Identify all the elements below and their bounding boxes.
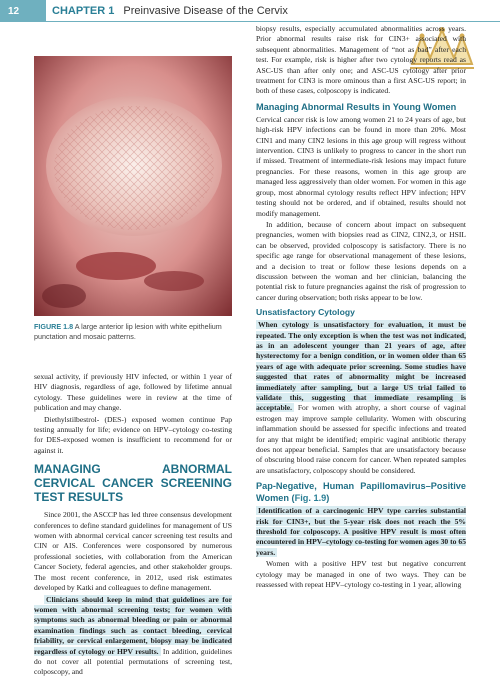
key-point-highlight: Clinicians should keep in mind that guidelines are for women with abnormal screening tests; for women with symptoms such as abnormal bleeding or pain or abnormal examination findings such as contact bleeding, cervical friability, or cervical enlargement, biopsy may be indicated regardless of cytology or HPV results. [34, 594, 232, 656]
page-header [0, 0, 500, 22]
paragraph-continuation: For women with atrophy, a short course of vaginal estrogen may improve sample cellularity. Women with obscuring inflammation should be assessed for specific infections and treated for any that might be identified; empiric vaginal antibiotic therapy does not appear beneficial. Samples that are unsatisfactory because of obscuring blood raise concern for cancer. When repeated samples are unsatisfactory, colposcopy should be considered. [256, 403, 466, 475]
paragraph [256, 320, 466, 476]
section-heading: MANAGING ABNORMAL CERVICAL CANCER SCREENING TEST RESULTS [34, 462, 232, 505]
key-point-highlight: When cytology is unsatisfactory for evaluation, it must be repeated. The only exception is when the test was not indicated, as in an adolescent younger than 21 years of age, after hysterectomy for a benign condition, or in women older than 65 years of age with adequate prior screening. Some studies have suggested that rates of abnormality might be increased immediately after sampling, but a large US trial failed to validate this, suggesting that immediate resampling is acceptable. [256, 320, 466, 413]
paragraph: Cervical cancer risk is low among women 21 to 24 years of age, but high-risk HPV infections can be found in more than 20%. Most CIN1 and many CIN2 lesions in this age group will regress without intervention. CIN3 is unlikely to progress to cancer in the short run if missed. Treatment of intermediate-risk lesions may impact future pregnancies. For these reasons, women in this age group are managed less aggressively than older women. For women in this age group, most abnormal cytology results reflect HPV infection; HPV testing should not be ordered, and if obtained, results should not modify management. [256, 114, 466, 218]
figure-link[interactable]: Fig. 1.9 [294, 493, 327, 504]
paragraph [256, 506, 466, 558]
right-column [256, 24, 466, 592]
cervix-lesion-image [34, 56, 232, 316]
paragraph-continuation: In addition, guidelines do not cover all potential permutations of screening test, colposcopy, and [34, 646, 232, 677]
heading-text: ) [326, 493, 330, 504]
paragraph: sexual activity, if previously HIV infected, or within 1 year of HIV diagnosis, regardless of age, followed by lifetime annual cytology. These guidelines were in review at the time of publication and may change. [34, 372, 232, 413]
figure-caption [34, 322, 232, 341]
paragraph: In addition, because of concern about impact on subsequent pregnancies, women with biopsies read as CIN2, CIN2,3, or HSIL can be observed, provided colposcopy is satisfactory. There is no specific age range for observational management of these lesions, and a decision to treat or follow these lesions depends on a discussion between the woman and her clinician, balancing the potential risk to future pregnancies against the risk of progression to cancer during observation; both risks appear to be low. [256, 219, 466, 302]
header-rule [46, 21, 500, 22]
left-column [34, 372, 232, 679]
chapter-label: CHAPTER 1 [52, 5, 115, 17]
paragraph: Diethylstilbestrol- (DES-) exposed women continue Pap testing annually for life; evidence on HPV–cytology co-testing for DES-exposed women is insufficient to recommend for or against it. [34, 414, 232, 455]
paragraph: Women with a positive HPV test but negative concurrent cytology may be managed in one of two ways. They can be reassessed with repeat HPV–cytology co-testing in 1 year, allowing [256, 559, 466, 590]
page-number: 12 [0, 0, 46, 22]
figure-label: FIGURE 1.8 [34, 322, 74, 331]
subsection-heading: Unsatisfactory Cytology [256, 307, 355, 318]
paragraph: Since 2001, the ASCCP has led three consensus development conferences to define standard guidelines for management of US women with abnormal cervical cancer screening test results and CIN or AIS. Conferences were cosponsored by numerous professional societies, with collaboration from the American Cancer Society, federal agencies, and other stakeholder groups. The most recent conference, in 2012, used risk estimates developed by Katki and colleagues to define management. [34, 510, 232, 593]
heading-text: Pap-Negative, Human Papillomavirus–Positive Women ( [256, 481, 466, 504]
subsection-heading [256, 480, 466, 504]
paragraph: biopsy results, especially accumulated abnormalities across years. Prior abnormal results raise risk for CIN3+ associated with subsequent abnormalities. Management of “not as bad” after each test. For example, risk is higher after two cytology reports read as ASC-US than after only one; and ASC-US cytology after prior treatment for CIN3 is more ominous than a first ASC-US report; in both of these cases, colposcopy is indicated. [256, 24, 466, 96]
key-point-highlight: Identification of a carcinogenic HPV type carries substantial risk for CIN3+, but the 5-year risk does not reach the 5% threshold for colposcopy. A positive HPV result is most often encountered in HPV–cytology co-testing for women ages 30 to 65 years. [256, 506, 466, 557]
paragraph [34, 595, 232, 678]
subsection-heading: Managing Abnormal Results in Young Women [256, 101, 457, 112]
colposcopy-photo [34, 56, 232, 316]
running-head [52, 5, 288, 17]
figure-caption-text: A large anterior lip lesion with white epithelium punctation and mosaic patterns. [34, 322, 222, 341]
chapter-title: Preinvasive Disease of the Cervix [123, 5, 288, 17]
